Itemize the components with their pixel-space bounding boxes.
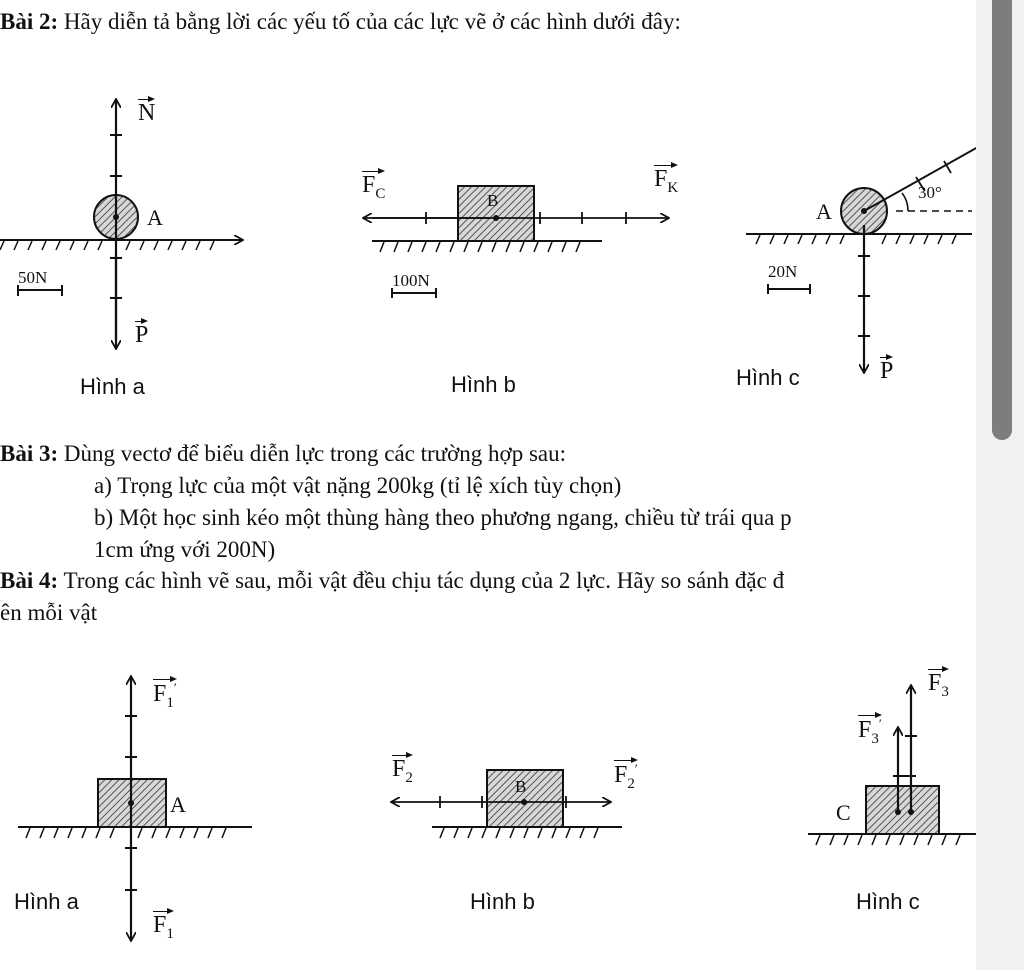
scale-20N: 20N — [768, 262, 798, 281]
caption-hinh-b: Hình b — [451, 372, 516, 397]
label-A-c: A — [816, 199, 832, 224]
bai3-item-b-cont: 1cm ứng với 200N) — [94, 537, 276, 562]
bai4-figure-b — [392, 770, 622, 838]
bai4-label: Bài 4: — [0, 568, 59, 593]
label-F2: $F_2$ — [392, 756, 413, 787]
caption-hinh-c: Hình c — [736, 365, 800, 390]
bai2-text: Hãy diễn tả bằng lời các yếu tố của các lực vẽ ở các hình dưới đây: — [58, 9, 681, 34]
label-B-4: B — [515, 777, 527, 796]
label-F3-prime: $F_3'$ — [858, 716, 882, 748]
bai4-figure-c — [808, 686, 976, 845]
bai3-item-a: a) Trọng lực của một vật nặng 200kg (tỉ lệ xích tùy chọn) — [94, 473, 622, 498]
label-Fc: $F_C$ — [362, 172, 385, 203]
bai2-figure-a — [0, 100, 242, 348]
caption-hinh-a: Hình a — [80, 374, 145, 399]
label-F2-prime: $F_2'$ — [614, 761, 638, 793]
scale-100N: 100N — [392, 271, 430, 290]
bai3-heading — [0, 442, 566, 465]
bai2-figure-c — [746, 147, 976, 372]
label-B: B — [487, 191, 499, 210]
scrollbar-thumb[interactable] — [992, 0, 1012, 440]
label-P-a: P — [135, 322, 148, 349]
label-F1: $F_1$ — [153, 912, 174, 943]
caption-hinh-b-4: Hình b — [470, 889, 535, 914]
caption-hinh-a-4: Hình a — [14, 889, 79, 914]
label-N: N — [138, 100, 155, 127]
label-F3: $F_3$ — [928, 670, 949, 701]
label-P-c: P — [880, 358, 893, 385]
caption-hinh-c-4: Hình c — [856, 889, 920, 914]
label-angle: 30° — [918, 183, 942, 202]
scale-50N: 50N — [18, 268, 48, 287]
bai3-label: Bài 3: — [0, 441, 59, 466]
bai4-text: Trong các hình vẽ sau, mỗi vật đều chịu tác dụng của 2 lực. Hãy so sánh đặc đ — [58, 568, 785, 593]
bai4-text-cont: ên mỗi vật — [0, 600, 98, 625]
label-Fk: $F_K$ — [654, 166, 678, 197]
label-A-4: A — [170, 792, 186, 817]
label-A: A — [147, 205, 163, 230]
bai4-heading — [0, 569, 784, 592]
label-F1-prime: $F_1'$ — [153, 680, 177, 712]
label-C: C — [836, 800, 851, 825]
block-c — [866, 786, 939, 834]
bai3-text: Dùng vectơ để biểu diễn lực trong các trường hợp sau: — [58, 441, 567, 466]
bai3-item-b: b) Một học sinh kéo một thùng hàng theo phương ngang, chiều từ trái qua p — [94, 505, 792, 530]
bai2-label: Bài 2: — [0, 9, 59, 34]
